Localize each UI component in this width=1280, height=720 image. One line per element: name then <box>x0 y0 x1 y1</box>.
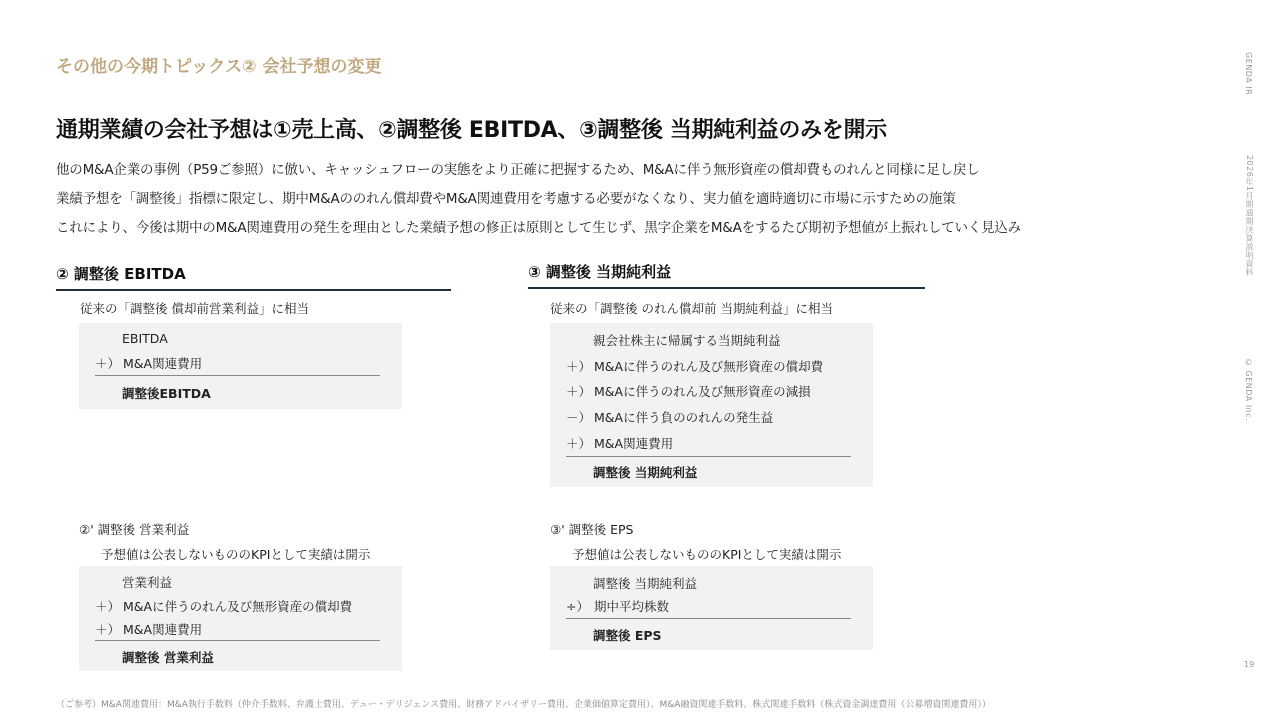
net-income-item-op: ＋） <box>566 384 592 399</box>
ebitda-base: EBITDA <box>122 331 168 346</box>
net-income-item <box>566 408 773 426</box>
operating-profit-result: 調整後 営業利益 <box>122 650 214 665</box>
operating-profit-item-label: M&Aに伴うのれん及び無形資産の償却費 <box>123 599 353 614</box>
eps-rule <box>566 618 851 619</box>
body-line-3: これにより、今後は期中のM&A関連費用の発生を理由とした業績予想の修正は原則として生じず、黒字企業をM&Aをするたび期初予想値が上振れしていく見込み <box>56 220 1021 236</box>
operating-profit-base: 営業利益 <box>122 575 173 590</box>
page-number: 19 <box>1244 660 1255 669</box>
ebitda-subtitle: 従来の「調整後 償却前営業利益」に相当 <box>80 301 309 316</box>
section-title: その他の今期トピックス② 会社予想の変更 <box>56 57 382 77</box>
operating-profit-item <box>95 620 202 638</box>
body-line-1: 他のM&A企業の事例（P59ご参照）に倣い、キャッシュフローの実態をより正確に把握するため、M&Aに伴う無形資産の償却費ものれんと同様に足し戻し <box>56 162 980 178</box>
net-income-item <box>566 434 673 452</box>
operating-profit-title: ②' 調整後 営業利益 <box>79 522 190 537</box>
operating-profit-calc-box <box>79 566 402 671</box>
eps-item-op: ÷） <box>566 599 589 614</box>
net-income-item-label: M&Aに伴うのれん及び無形資産の償却費 <box>594 359 824 374</box>
net-income-item-label: M&A関連費用 <box>594 436 674 451</box>
ebitda-calc-box <box>79 323 402 409</box>
side-doc-title: 2026年1月期通期決算説明資料 <box>1245 155 1254 277</box>
net-income-base: 親会社株主に帰属する当期純利益 <box>593 333 781 348</box>
ebitda-item-op: ＋） <box>95 356 121 371</box>
body-line-2: 業績予想を「調整後」指標に限定し、期中M&Aののれん償却費やM&A関連費用を考慮する必要がなくなり、実力値を適時適切に市場に示すための施策 <box>56 191 956 207</box>
net-income-result: 調整後 当期純利益 <box>593 465 698 480</box>
operating-profit-subtitle: 予想値は公表しないもののKPIとして実績は開示 <box>101 547 371 562</box>
net-income-item-label: M&Aに伴うのれん及び無形資産の減損 <box>594 384 811 399</box>
eps-calc-box <box>550 566 873 650</box>
side-brand: GENDA IR <box>1244 52 1253 96</box>
operating-profit-item-op: ＋） <box>95 622 121 637</box>
operating-profit-item <box>95 597 352 615</box>
operating-profit-rule <box>95 640 380 641</box>
ebitda-rule <box>95 375 380 376</box>
eps-base: 調整後 当期純利益 <box>593 576 697 591</box>
eps-title: ③' 調整後 EPS <box>550 522 634 537</box>
net-income-item-op: ＋） <box>566 359 592 374</box>
eps-item-label: 期中平均株数 <box>594 599 670 614</box>
net-income-item <box>566 382 811 400</box>
net-income-item-op: ＋） <box>566 436 592 451</box>
ebitda-item <box>95 354 202 372</box>
operating-profit-item-op: ＋） <box>95 599 121 614</box>
operating-profit-item-label: M&A関連費用 <box>123 622 203 637</box>
net-income-item <box>566 357 823 375</box>
eps-item <box>566 597 669 615</box>
net-income-subtitle: 従来の「調整後 のれん償却前 当期純利益」に相当 <box>550 301 833 316</box>
net-income-calc-box <box>550 323 873 487</box>
ebitda-item-label: M&A関連費用 <box>123 356 203 371</box>
ebitda-title: ② 調整後 EBITDA <box>56 263 451 291</box>
net-income-item-op: －） <box>566 410 592 425</box>
eps-subtitle: 予想値は公表しないもののKPIとして実績は開示 <box>572 547 842 562</box>
side-copyright: © GENDA Inc. <box>1244 358 1253 422</box>
page-headline: 通期業績の会社予想は①売上高、②調整後 EBITDA、③調整後 当期純利益のみを開示 <box>56 118 887 143</box>
eps-result: 調整後 EPS <box>593 628 662 643</box>
net-income-title: ③ 調整後 当期純利益 <box>528 261 925 289</box>
net-income-item-label: M&Aに伴う負ののれんの発生益 <box>594 410 774 425</box>
ebitda-result: 調整後EBITDA <box>122 386 211 401</box>
net-income-rule <box>566 456 851 457</box>
footnote: （ご参考）M&A関連費用：M&A執行手数料（仲介手数料、弁護士費用、デュー・デリジェンス費用、財務アドバイザリー費用、企業価値算定費用）、M&A融資関連手数料、株式関連手数料（株式資金調達費用（公募増資関連費用）） <box>56 700 991 710</box>
